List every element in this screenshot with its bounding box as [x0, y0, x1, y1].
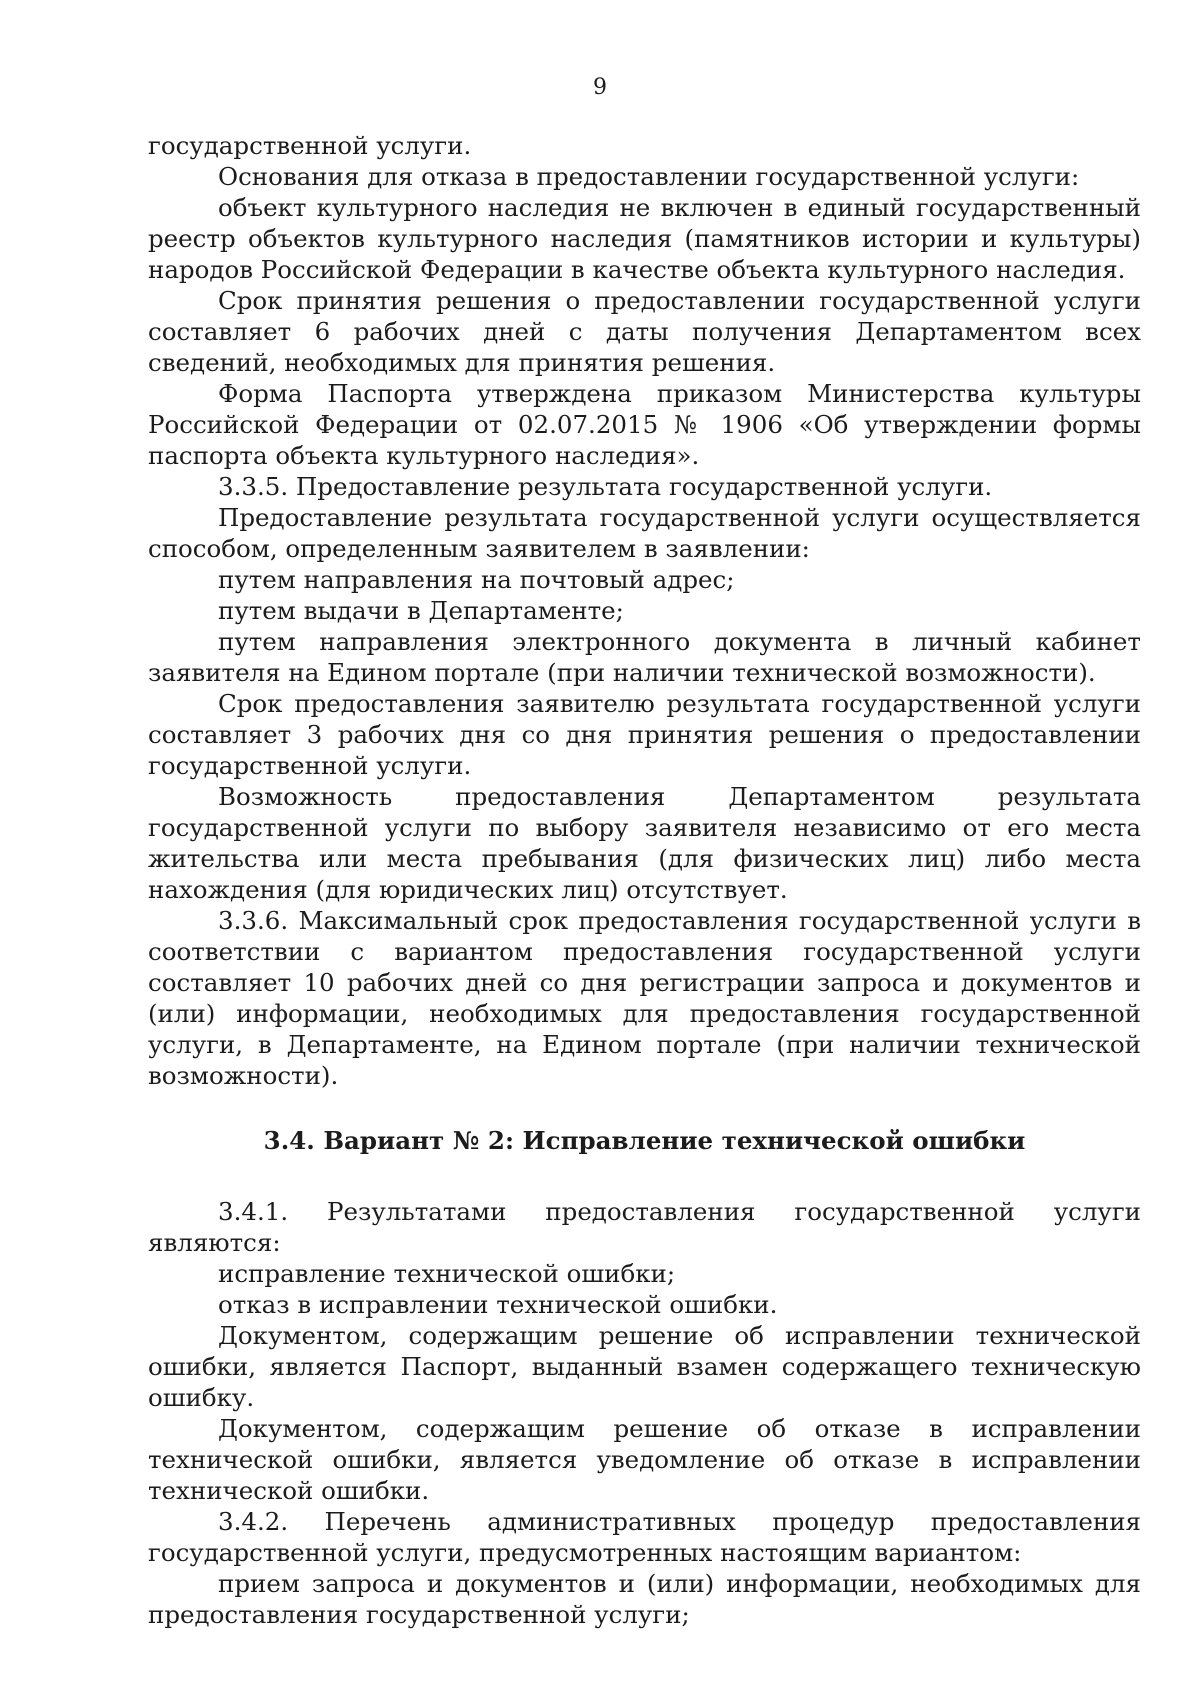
- paragraph: путем направления электронного документа в личный кабинет заявителя на Едином портале (при наличии технической возможности).: [148, 627, 1141, 687]
- paragraph: Документом, содержащим решение об исправлении технической ошибки, является Паспорт, выданный взамен содержащего техническую ошибку.: [148, 1321, 1141, 1412]
- paragraph: Документом, содержащим решение об отказе в исправлении технической ошибки, является уведомление об отказе в исправлении технической ошибки.: [148, 1414, 1141, 1505]
- paragraph: прием запроса и документов и (или) информации, необходимых для предоставления государственной услуги;: [148, 1569, 1141, 1629]
- document-body: [148, 130, 1141, 1630]
- paragraph: Основания для отказа в предоставлении государственной услуги:: [218, 162, 1080, 191]
- paragraph: путем направления на почтовый адрес;: [218, 565, 735, 594]
- paragraph: путем выдачи в Департаменте;: [218, 596, 624, 625]
- paragraph: Предоставление результата государственной услуги осуществляется способом, определенным заявителем в заявлении:: [148, 503, 1141, 563]
- paragraph: объект культурного наследия не включен в единый государственный реестр объектов культурного наследия (памятников истории и культуры) народов Российской Федерации в качестве объекта культурного наследия.: [148, 193, 1141, 284]
- paragraph: 3.3.5. Предоставление результата государственной услуги.: [218, 472, 993, 501]
- paragraph: Форма Паспорта утверждена приказом Министерства культуры Российской Федерации от 02.07.2015 № 1906 «Об утверждении формы паспорта объекта культурного наследия».: [148, 379, 1141, 470]
- paragraph: отказ в исправлении технической ошибки.: [218, 1290, 778, 1319]
- section-heading: 3.4. Вариант № 2: Исправление технической ошибки: [263, 1126, 1026, 1155]
- paragraph: Возможность предоставления Департаментом результата государственной услуги по выбору заявителя независимо от его места жительства или места пребывания (для физических лиц) либо места нахождения (для юридических лиц) отсутствует.: [148, 782, 1141, 904]
- paragraph: исправление технической ошибки;: [218, 1259, 676, 1288]
- paragraph: Срок принятия решения о предоставлении государственной услуги составляет 6 рабочих дней с даты получения Департаментом всех сведений, необходимых для принятия решения.: [148, 286, 1141, 377]
- page-number: 9: [593, 75, 607, 100]
- paragraph: Срок предоставления заявителю результата государственной услуги составляет 3 рабочих дня со дня принятия решения о предоставлении государственной услуги.: [148, 689, 1141, 780]
- paragraph: 3.4.1. Результатами предоставления государственной услуги являются:: [148, 1197, 1141, 1257]
- paragraph: 3.4.2. Перечень административных процедур предоставления государственной услуги, предусмотренных настоящим вариантом:: [148, 1507, 1141, 1567]
- paragraph: 3.3.6. Максимальный срок предоставления государственной услуги в соответствии с вариантом предоставления государственной услуги составляет 10 рабочих дней со дня регистрации запроса и документов и (или) информации, необходимых для предоставления государственной услуги, в Департаменте, на Едином портале (при наличии технической возможности).: [148, 906, 1141, 1090]
- paragraph: государственной услуги.: [148, 131, 472, 160]
